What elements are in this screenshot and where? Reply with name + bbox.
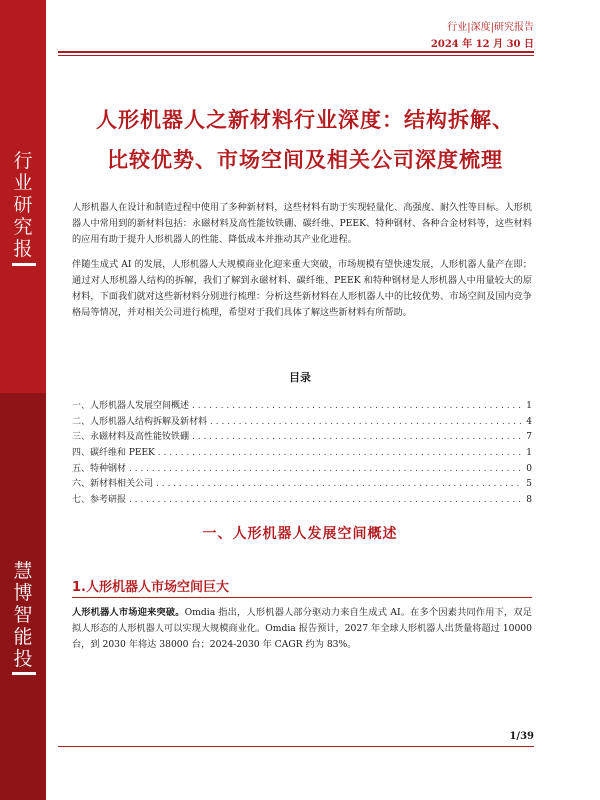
toc-leader (210, 417, 523, 427)
toc-item-label: 六、新材料相关公司 (72, 479, 154, 490)
intro-paragraph-1: 人形机器人在设计和制造过程中使用了多种新材料，这些材料有助于实现轻量化、高强度、耐久性等目标。人形机器人中常用到的新材料包括：永磁材料及高性能钕铁硼、碳纤维、PEEK、特种钢材、各种合金材料等，这些材料的应用有助于提升人形机器人的性能、降低成本并推动其产业化进程。 (72, 202, 532, 245)
toc-item[interactable] (72, 429, 532, 445)
toc-item-label: 一、人形机器人发展空间概述 (72, 401, 190, 411)
paragraph-lead: 人形机器人市场迎来突破。 (72, 607, 185, 618)
section-body-paragraph (72, 605, 532, 653)
toc-item[interactable] (72, 476, 532, 492)
toc-item-page: 0 (526, 463, 532, 474)
section-heading: 一、人形机器人发展空间概述 (202, 526, 398, 542)
subsection-heading: 1.人形机器人市场空间巨大 (72, 580, 229, 595)
sidebar-divider (12, 263, 36, 266)
toc-leader (192, 401, 523, 411)
toc-item[interactable] (72, 414, 532, 430)
sidebar-char: 投 (13, 648, 33, 670)
sidebar-char: 研 (13, 194, 33, 216)
sidebar-char: 行 (13, 150, 33, 172)
title-line-2: 比较优势、市场空间及相关公司深度梳理 (107, 147, 503, 172)
toc-leader (129, 495, 523, 505)
toc-leader (158, 448, 523, 458)
toc-item-page: 4 (526, 416, 532, 427)
toc-item[interactable] (72, 398, 532, 414)
toc-leader (192, 432, 523, 442)
sidebar-char: 究 (13, 216, 33, 238)
toc-item-page: 5 (526, 479, 532, 490)
toc-item[interactable] (72, 492, 532, 508)
toc-item[interactable] (72, 461, 532, 477)
toc-item[interactable] (72, 445, 532, 461)
toc-item-label: 四、碳纤维和 PEEK (72, 448, 155, 459)
toc-item-page: 1 (526, 401, 532, 411)
sidebar-char: 能 (13, 626, 33, 648)
sidebar-label-brand (0, 560, 46, 670)
paragraph-text: Omdia 指出，人形机器人部分驱动力来自生成式 AI。在多个因素共同作用下，双足拟人形态的人形机器人可以实现大规模商业化。Omdia 报告预计，2027 年全球人形机器人出货量将超过 10000 台，到 2030 年将达 38000 台；2024-2030 年 CAGR 约为 83%。 (72, 607, 532, 650)
toc-item-label: 七、参考研报 (72, 495, 127, 506)
header-rule-thin (58, 55, 534, 56)
footer-rule (58, 746, 534, 747)
toc-leader (129, 464, 523, 474)
toc-item-label: 二、人形机器人结构拆解及新材料 (72, 416, 208, 427)
document-title (70, 100, 540, 180)
sidebar-char: 博 (13, 582, 33, 604)
toc-item-page: 8 (526, 495, 532, 506)
toc-item-page: 7 (526, 432, 532, 443)
sidebar-char: 报 (13, 238, 33, 260)
report-header (431, 18, 534, 50)
table-of-contents (72, 398, 532, 508)
intro-paragraph-2: 伴随生成式 AI 的发展，人形机器人大规模商业化迎来重大突破，市场规模有望快速发展，人形机器人量产在即；通过对人形机器人结构的拆解，我们了解到永磁材料、碳纤维、PEEK 和特种钢材是人形机器人中用量较大的原材料，下面我们就对这些新材料分别进行梳理：分析这些新材料在人形机器人中的比较优势、市场空间及国内竞争格局等情况，并对相关公司进行梳理，希望对于我们具体了解这些新材料有所帮助。 (72, 259, 532, 318)
header-rule (58, 51, 534, 53)
toc-leader (156, 479, 523, 489)
report-tag: 行业|深度|研究报告 (447, 22, 534, 33)
sidebar-label-report (0, 150, 46, 260)
report-date: 2024 年 12 月 30 日 (430, 39, 534, 50)
sidebar-char: 智 (13, 604, 33, 626)
toc-item-label: 五、特种钢材 (72, 463, 127, 474)
page-number: 1/39 (509, 731, 534, 742)
title-line-1: 人形机器人之新材料行业深度：结构拆解、 (96, 107, 514, 132)
sidebar-char: 慧 (13, 560, 33, 582)
toc-title: 目录 (289, 371, 311, 384)
toc-item-label: 三、永磁材料及高性能钕铁硼 (72, 432, 190, 443)
toc-item-page: 1 (526, 448, 532, 459)
sidebar-divider (12, 672, 36, 675)
sidebar-char: 业 (13, 172, 33, 194)
subsection-rule (72, 597, 532, 598)
